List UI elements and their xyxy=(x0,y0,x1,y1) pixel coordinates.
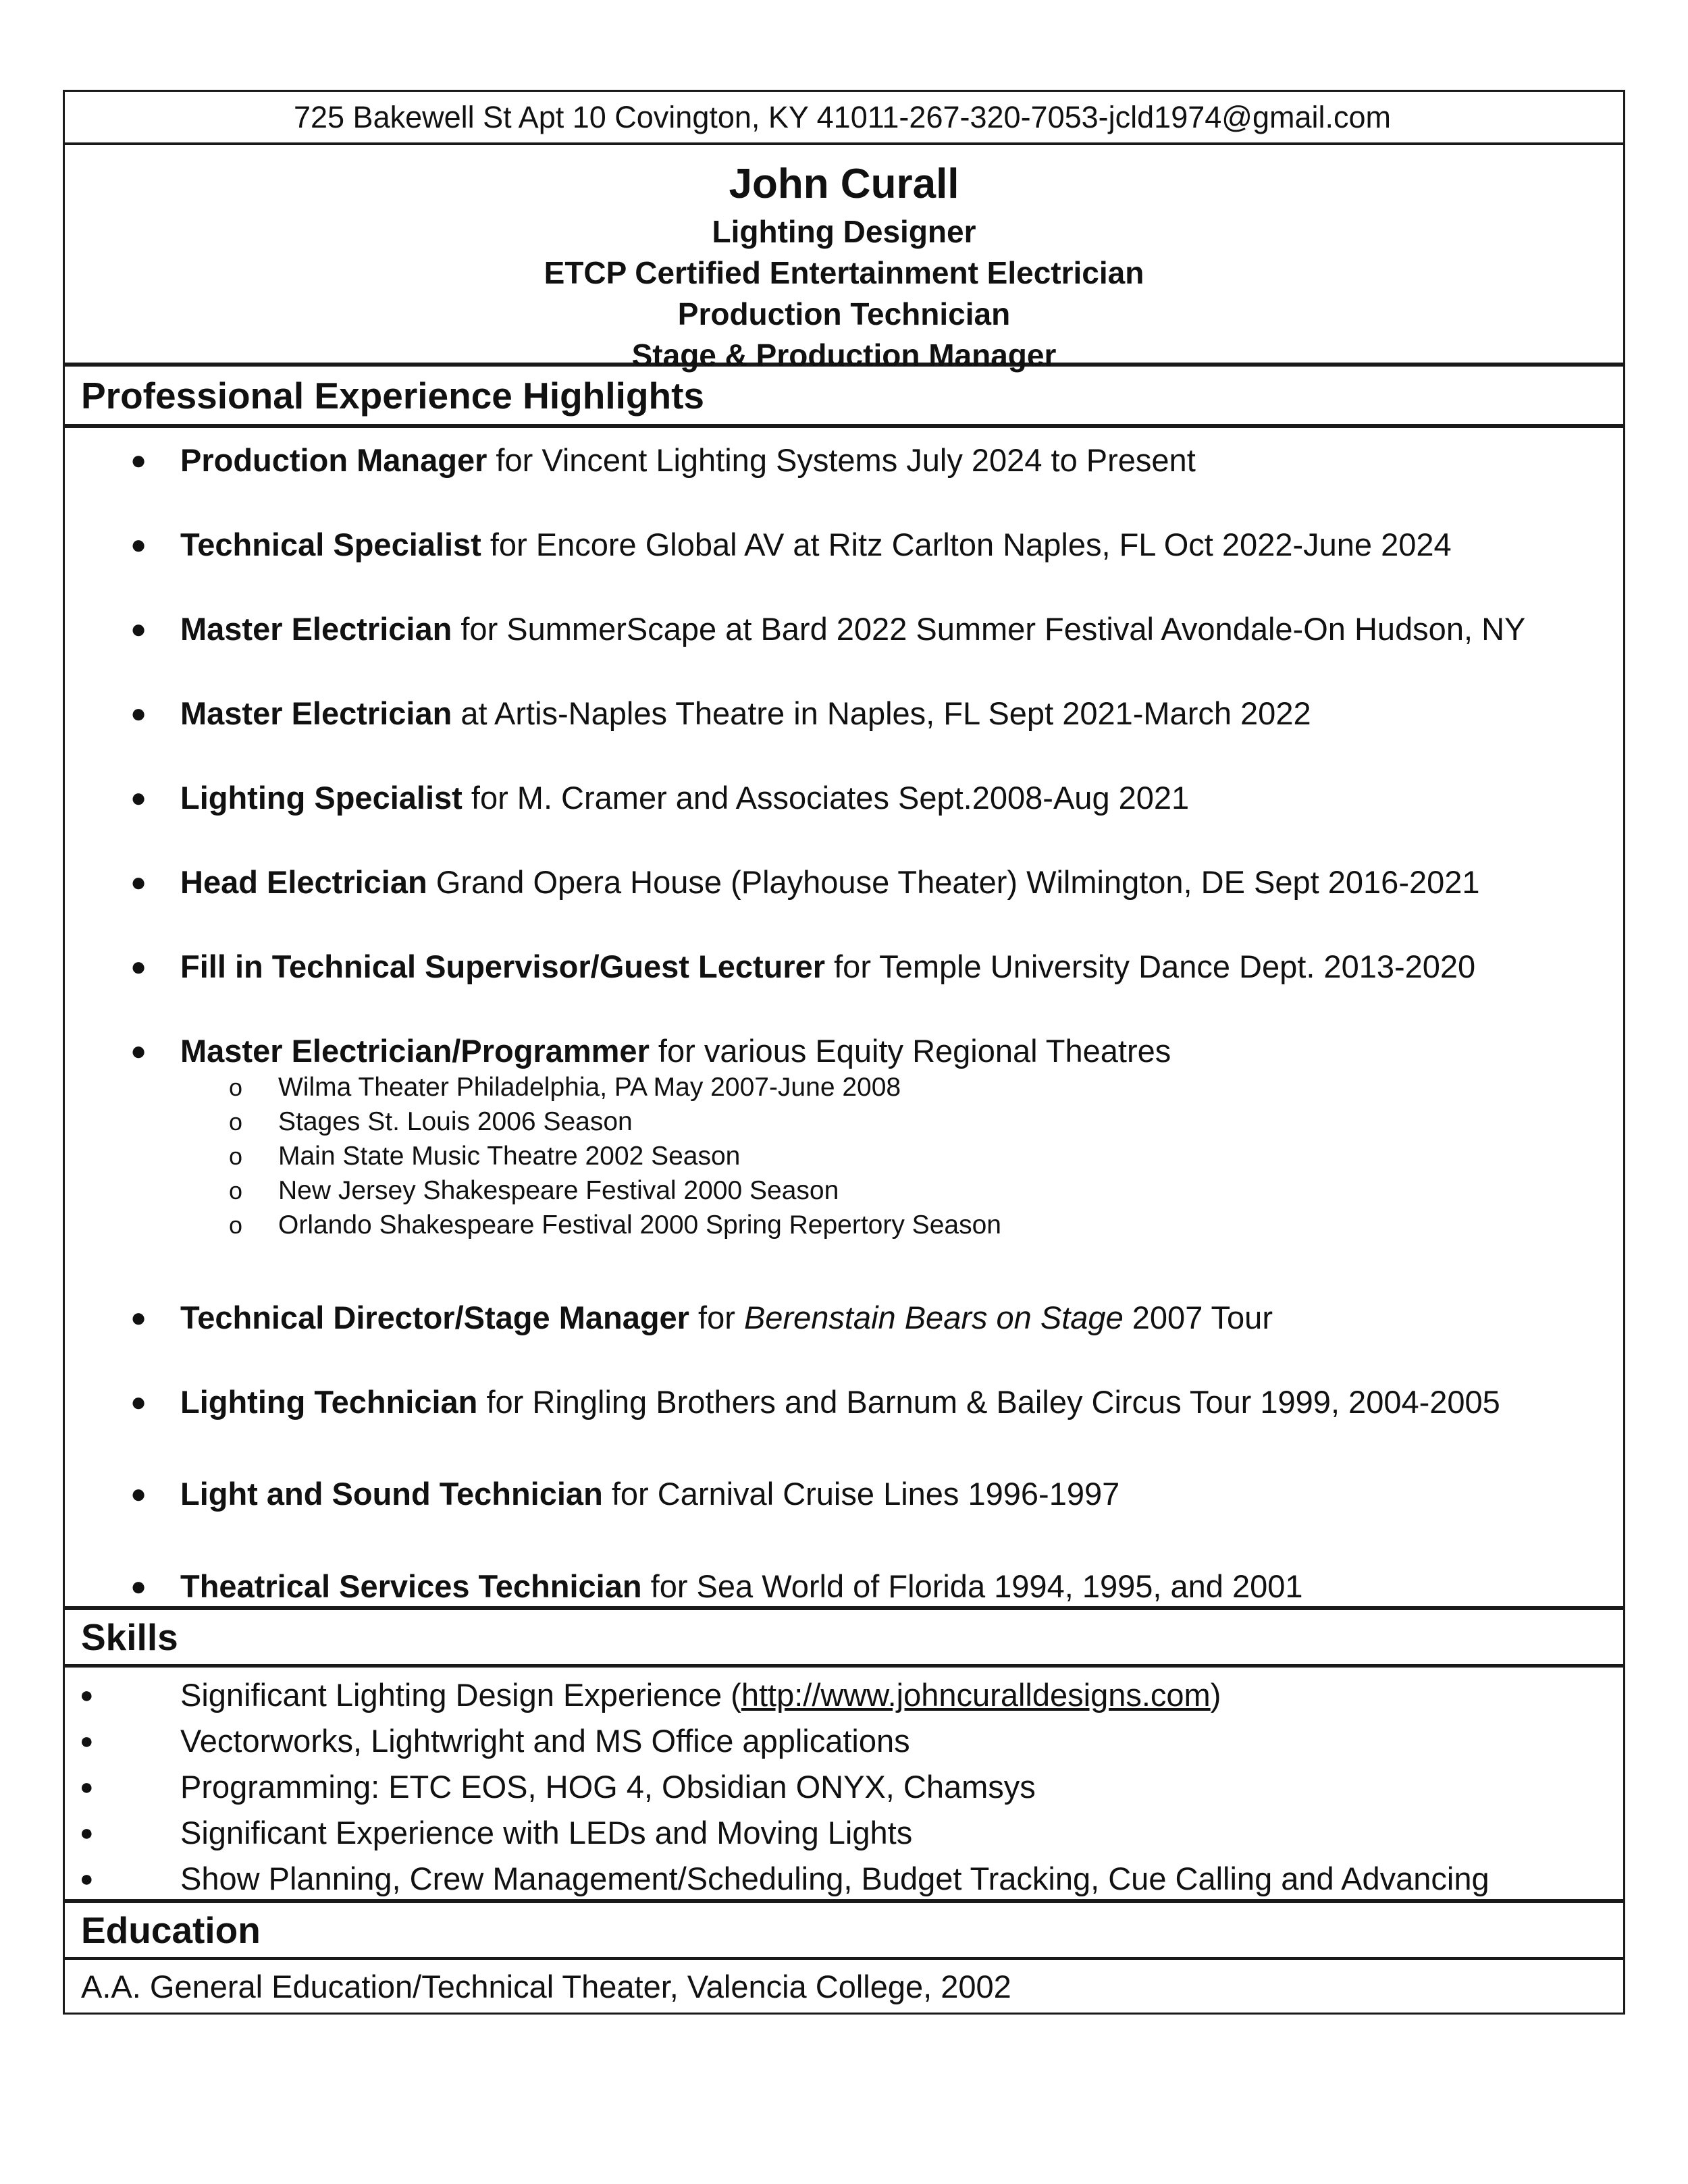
title-stage-production-manager: Stage & Production Manager xyxy=(631,338,1057,373)
experience-role: Light and Sound Technician xyxy=(180,1476,603,1512)
sublist-item-text: Orlando Shakespeare Festival 2000 Spring Repertory Season xyxy=(278,1210,1001,1240)
bullet-icon: ● xyxy=(130,614,147,644)
bullet-icon: ● xyxy=(80,1682,94,1708)
bullet-icon: ● xyxy=(130,699,147,728)
experience-detail: for SummerScape at Bard 2022 Summer Festival Avondale-On Hudson, NY xyxy=(452,611,1526,647)
skill-text: Significant Lighting Design Experience ( xyxy=(180,1677,741,1713)
bullet-icon: ● xyxy=(80,1866,94,1892)
experience-role: Production Manager xyxy=(180,442,487,478)
experience-detail: 2007 Tour xyxy=(1123,1300,1273,1335)
experience-role: Lighting Technician xyxy=(180,1384,478,1420)
portfolio-link[interactable]: http://www.johncuralldesigns.com xyxy=(741,1677,1211,1713)
bullet-icon: ● xyxy=(130,1303,147,1333)
resume-page xyxy=(63,90,1625,2015)
experience-detail: for Sea World of Florida 1994, 1995, and 2001 xyxy=(641,1568,1303,1604)
bullet-icon: ● xyxy=(80,1728,94,1754)
skill-text: Vectorworks, Lightwright and MS Office applications xyxy=(180,1723,910,1759)
skills-heading: Skills xyxy=(65,1606,1623,1668)
experience-detail: for various Equity Regional Theatres xyxy=(649,1033,1171,1069)
experience-role: Fill in Technical Supervisor/Guest Lecturer xyxy=(180,949,826,984)
education-heading: Education xyxy=(65,1899,1623,1960)
experience-role: Head Electrician xyxy=(180,864,427,900)
skill-text: ) xyxy=(1210,1677,1221,1713)
resume-header xyxy=(65,145,1623,373)
sublist-item-text: New Jersey Shakespeare Festival 2000 Season xyxy=(278,1176,839,1205)
bullet-icon: ● xyxy=(130,1572,147,1601)
experience-detail: at Artis-Naples Theatre in Naples, FL Sept 2021-March 2022 xyxy=(452,695,1311,731)
bullet-icon: ● xyxy=(130,1036,147,1066)
bullet-icon: ● xyxy=(80,1820,94,1846)
bullet-icon: ● xyxy=(130,530,147,560)
experience-detail: for M. Cramer and Associates Sept.2008-Aug 2021 xyxy=(462,780,1190,816)
bullet-icon: ● xyxy=(130,783,147,813)
experience-list xyxy=(65,428,1623,1606)
skill-text: Show Planning, Crew Management/Scheduling, Budget Tracking, Cue Calling and Advancing xyxy=(180,1861,1489,1896)
bullet-icon: ● xyxy=(130,1479,147,1509)
experience-detail: for Temple University Dance Dept. 2013-2020 xyxy=(825,949,1476,984)
circle-bullet-icon: o xyxy=(229,1142,243,1170)
education-entry: A.A. General Education/Technical Theater, Valencia College, 2002 xyxy=(81,1968,1011,2004)
sublist-item-text: Wilma Theater Philadelphia, PA May 2007-June 2008 xyxy=(278,1073,901,1102)
sublist-item-text: Main State Music Theatre 2002 Season xyxy=(278,1142,741,1171)
title-production-technician: Production Technician xyxy=(677,296,1011,331)
experience-detail: for Encore Global AV at Ritz Carlton Naples, FL Oct 2022-June 2024 xyxy=(481,527,1452,562)
skill-text: Programming: ETC EOS, HOG 4, Obsidian ONYX, Chamsys xyxy=(180,1769,1036,1805)
experience-detail: for Vincent Lighting Systems July 2024 to Present xyxy=(487,442,1196,478)
skill-text: Significant Experience with LEDs and Moving Lights xyxy=(180,1815,913,1850)
experience-heading: Professional Experience Highlights xyxy=(65,367,1623,428)
sublist-item-text: Stages St. Louis 2006 Season xyxy=(278,1107,633,1136)
bullet-icon: ● xyxy=(130,446,147,475)
experience-role: Master Electrician xyxy=(180,611,452,647)
production-title: Berenstain Bears on Stage xyxy=(743,1300,1124,1335)
experience-role: Theatrical Services Technician xyxy=(180,1568,642,1604)
contact-info-row xyxy=(65,92,1623,145)
circle-bullet-icon: o xyxy=(229,1108,243,1136)
experience-role: Master Electrician/Programmer xyxy=(180,1033,650,1069)
experience-detail: for Ringling Brothers and Barnum & Bailey Circus Tour 1999, 2004-2005 xyxy=(477,1384,1500,1420)
experience-role: Lighting Specialist xyxy=(180,780,463,816)
circle-bullet-icon: o xyxy=(229,1177,243,1204)
experience-detail: for Carnival Cruise Lines 1996-1997 xyxy=(602,1476,1120,1512)
experience-detail: for xyxy=(689,1300,744,1335)
bullet-icon: ● xyxy=(130,868,147,897)
bullet-icon: ● xyxy=(130,1387,147,1417)
education-entry-row xyxy=(65,1960,1623,2013)
experience-role: Technical Specialist xyxy=(180,527,481,562)
bullet-icon: ● xyxy=(80,1774,94,1800)
bullet-icon: ● xyxy=(130,952,147,982)
title-etcp-electrician: ETCP Certified Entertainment Electrician xyxy=(544,255,1144,290)
person-name: John Curall xyxy=(729,161,959,207)
experience-role: Master Electrician xyxy=(180,695,452,731)
experience-role: Technical Director/Stage Manager xyxy=(180,1300,689,1335)
contact-info: 725 Bakewell St Apt 10 Covington, KY 41011-267-320-7053-jcld1974@gmail.com xyxy=(293,99,1392,134)
title-lighting-designer: Lighting Designer xyxy=(712,214,976,249)
skills-list xyxy=(65,1668,1623,1899)
circle-bullet-icon: o xyxy=(229,1073,243,1101)
circle-bullet-icon: o xyxy=(229,1211,243,1239)
experience-detail: Grand Opera House (Playhouse Theater) Wilmington, DE Sept 2016-2021 xyxy=(427,864,1480,900)
